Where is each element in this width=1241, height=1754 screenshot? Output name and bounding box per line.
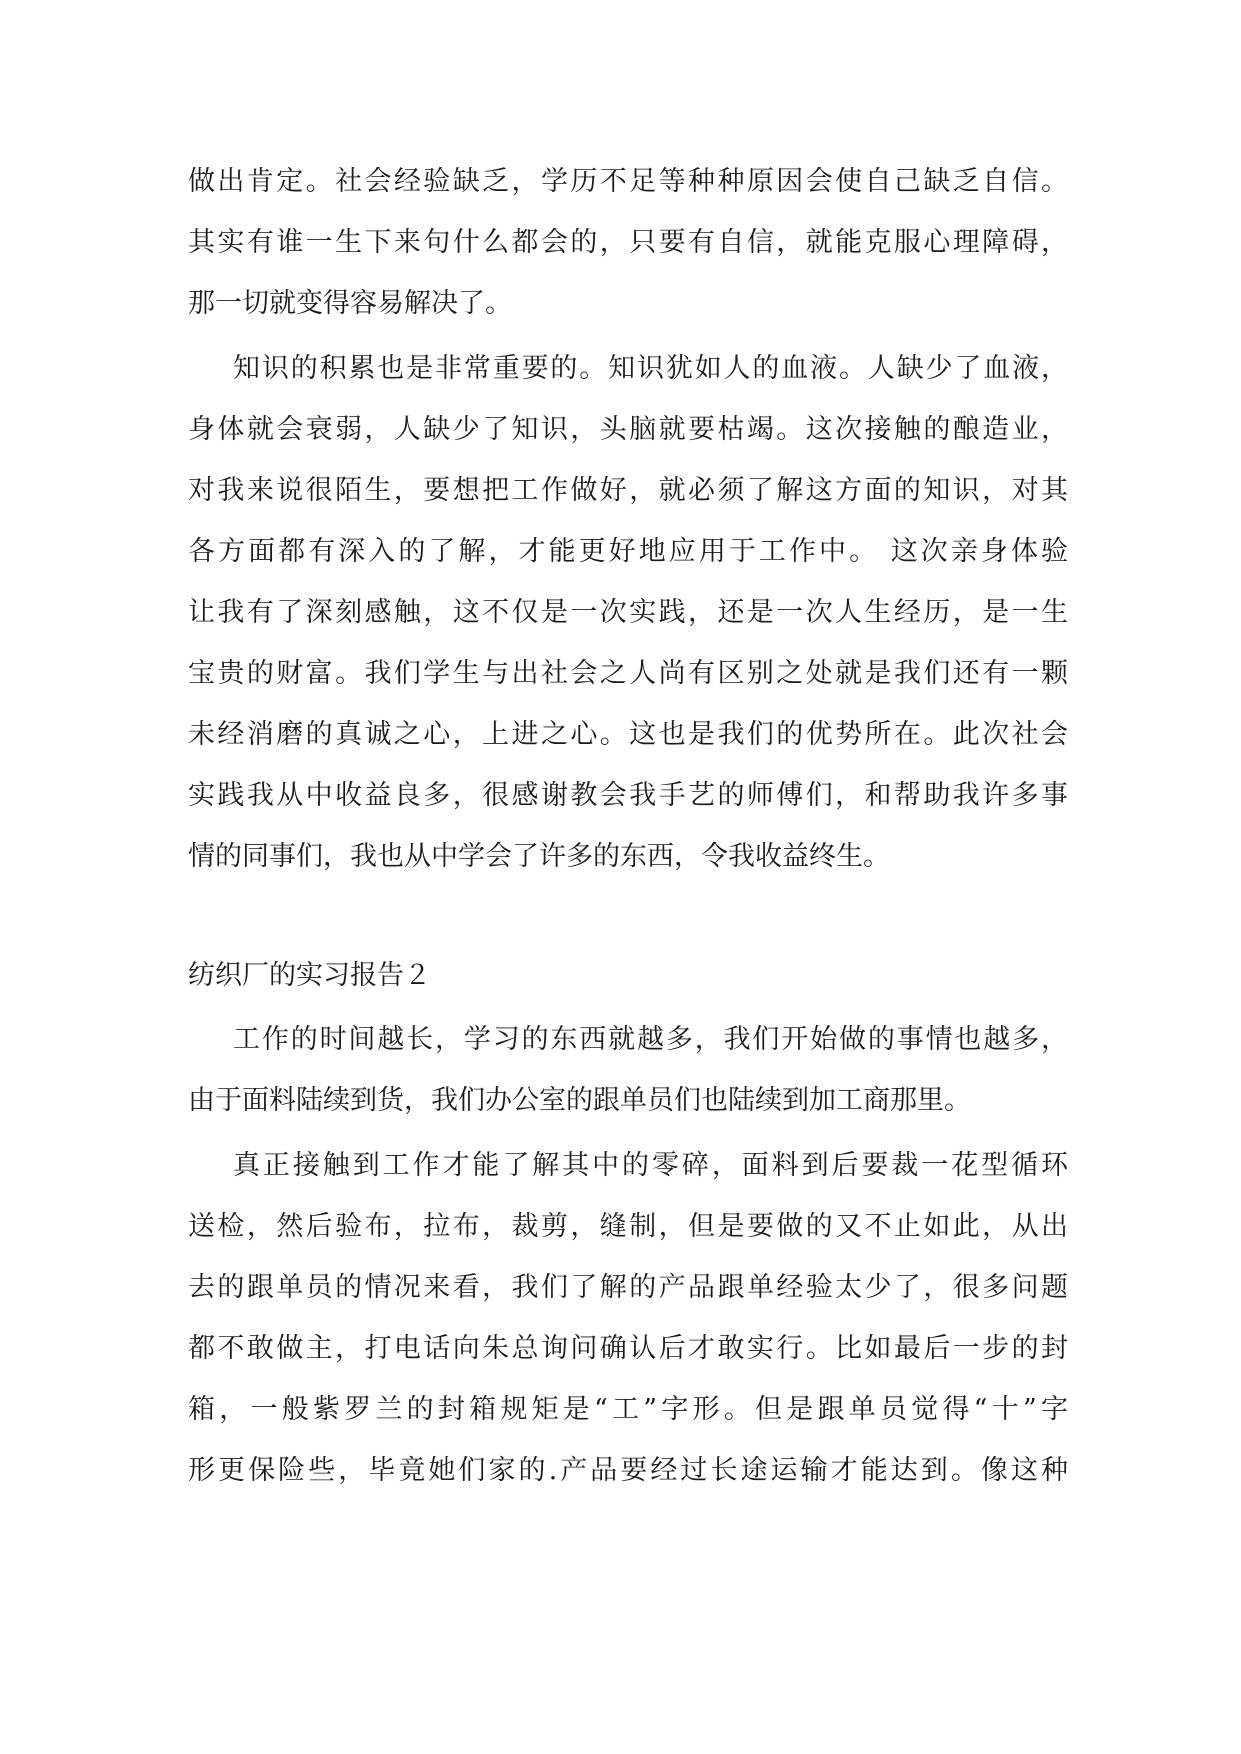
paragraph-4-line-3: 去的跟单员的情况来看，我们了解的产品跟单经验太少了，很多问题 <box>188 1272 1068 1303</box>
paragraph-1-line-2: 其实有谁一生下来句什么都会的，只要有自信，就能克服心理障碍， <box>188 227 1068 258</box>
paragraph-4-line-4: 都不敢做主，打电话向朱总询问确认后才敢实行。比如最后一步的封 <box>188 1333 1068 1364</box>
paragraph-4-line-1: 真正接触到工作才能了解其中的零碎，面料到后要裁一花型循环 <box>233 1150 1068 1181</box>
paragraph-2-line-6: 宝贵的财富。我们学生与出社会之人尚有区别之处就是我们还有一颗 <box>188 658 1068 689</box>
paragraph-3-line-1: 工作的时间越长，学习的东西就越多，我们开始做的事情也越多， <box>233 1024 1068 1055</box>
paragraph-2-line-3: 对我来说很陌生，要想把工作做好，就必须了解这方面的知识，对其 <box>188 475 1068 506</box>
paragraph-4-line-5: 箱，一般紫罗兰的封箱规矩是“工”字形。但是跟单员觉得“十”字 <box>188 1394 1068 1425</box>
paragraph-4-line-2: 送检，然后验布，拉布，裁剪，缝制，但是要做的又不止如此，从出 <box>188 1211 1068 1242</box>
paragraph-2-line-1: 知识的积累也是非常重要的。知识犹如人的血液。人缺少了血液， <box>233 353 1068 384</box>
paragraph-4-line-6: 形更保险些，毕竟她们家的.产品要经过长途运输才能达到。像这种 <box>188 1455 1068 1486</box>
paragraph-2-line-9: 情的同事们，我也从中学会了许多的东西，令我收益终生。 <box>188 841 890 872</box>
paragraph-2-line-7: 未经消磨的真诚之心，上进之心。这也是我们的优势所在。此次社会 <box>188 719 1068 750</box>
paragraph-2-line-2: 身体就会衰弱，人缺少了知识，头脑就要枯竭。这次接触的酿造业， <box>188 414 1068 445</box>
paragraph-2-line-5: 让我有了深刻感触，这不仅是一次实践，还是一次人生经历，是一生 <box>188 597 1068 628</box>
paragraph-1-line-3: 那一切就变得容易解决了。 <box>188 288 512 319</box>
paragraph-2-line-4: 各方面都有深入的了解，才能更好地应用于工作中。 这次亲身体验 <box>188 536 1068 567</box>
paragraph-1-line-1: 做出肯定。社会经验缺乏，学历不足等种种原因会使自己缺乏自信。 <box>188 166 1068 197</box>
paragraph-2-line-8: 实践我从中收益良多，很感谢教会我手艺的师傅们，和帮助我许多事 <box>188 780 1068 811</box>
section-heading: 纺织厂的实习报告２ <box>188 960 431 991</box>
paragraph-3-line-2: 由于面料陆续到货，我们办公室的跟单员们也陆续到加工商那里。 <box>188 1085 971 1116</box>
